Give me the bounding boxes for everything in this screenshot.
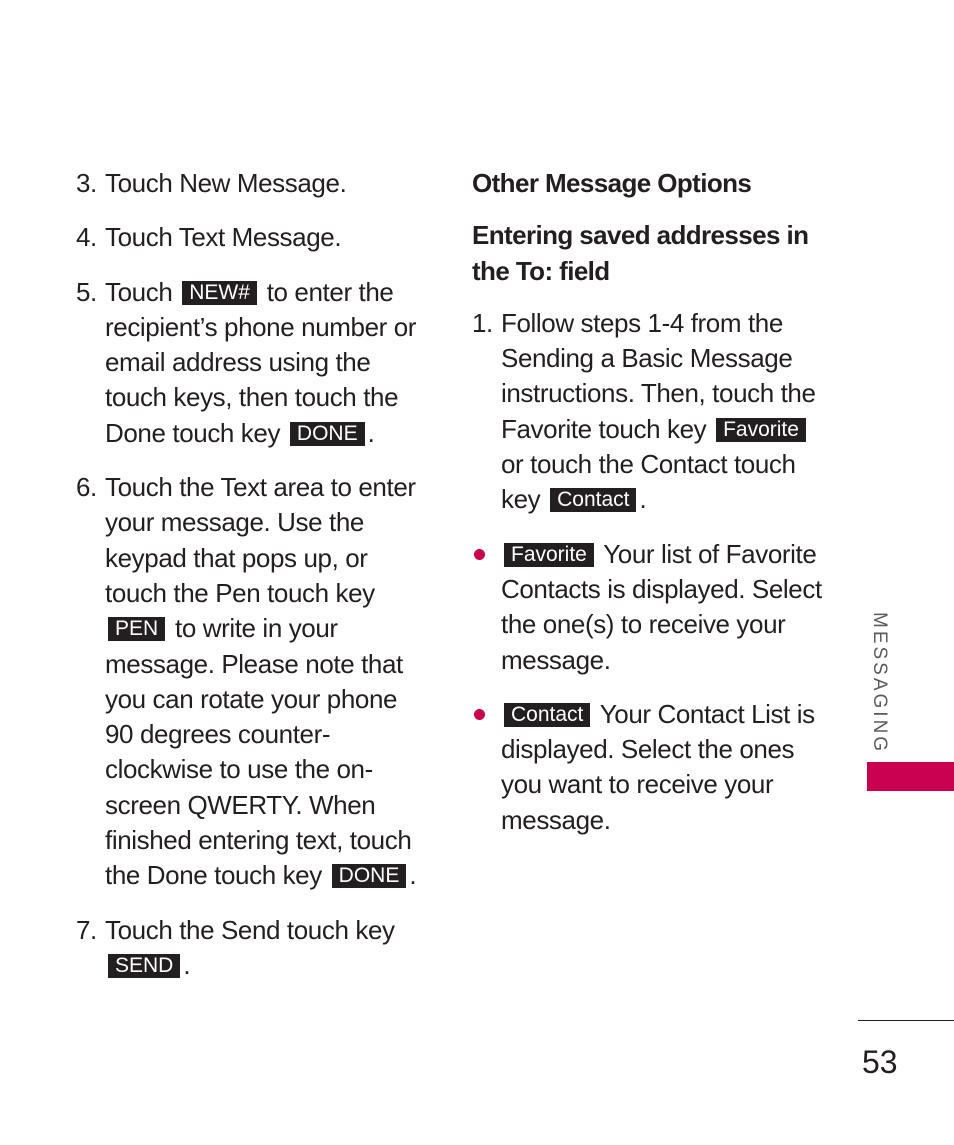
step-7: 7. Touch the Send touch key SEND . [76,914,395,980]
new-number-key: NEW# [182,281,257,305]
step-number: 4. [76,222,97,253]
step-6: 6. Touch the Text area to enter your message. Use the keypad that pops up, or touch the Pen touch key PEN to write in your message. Please note that you can rotate your phone 90 degrees counter-clockwise to use the on-screen QWERTY. When finished entering text, touch the Done touch key DONE . [76,472,417,891]
menu-option-new-message: New Message [179,168,340,198]
pen-key: PEN [108,617,165,641]
contact-key: Contact [504,703,590,727]
left-column [76,166,428,1002]
bullet-dot-icon [474,709,485,720]
bullet-dot-icon [474,549,485,560]
step-3: 3. Touch New Message. [76,166,428,201]
step-number: 1. [472,307,493,338]
section-heading: Other Message Options [472,168,752,198]
section-side-label: MESSAGING [869,612,890,755]
bullet-favorite: Favorite Your list of Favorite Contacts is displayed. Select the one(s) to receive your message. [472,537,822,678]
step-number: 3. [76,168,97,198]
favorite-key: Favorite [716,418,806,442]
step-number: 6. [76,472,97,503]
send-key: SEND [108,954,180,978]
step-5: 5. Touch NEW# to enter the recipient’s phone number or email address using the touch keys, then touch the Done touch key DONE . [76,276,417,448]
step-4: 4. Touch Text Message. [76,220,428,255]
section-tab-marker [867,762,954,791]
bullet-contact: Contact Your Contact List is displayed. Select the ones you want to receive your message. [472,697,822,838]
right-column [472,166,822,857]
contact-key: Contact [550,488,636,512]
done-key: DONE [290,422,365,446]
menu-option-text-message: Text Message [178,222,335,253]
footer-rule [858,1020,954,1021]
step-number: 7. [76,914,97,945]
favorite-key: Favorite [504,543,594,567]
step-1: 1. Follow steps 1-4 from the Sending a Basic Message instructions. Then, touch the Favorite touch key Favorite or touch the Contact touch key Contact . [472,307,816,515]
done-key: DONE [332,864,407,888]
subsection-heading: Entering saved addresses in the To: field [472,220,809,286]
step-number: 5. [76,276,97,307]
page-number: 53 [862,1044,898,1080]
